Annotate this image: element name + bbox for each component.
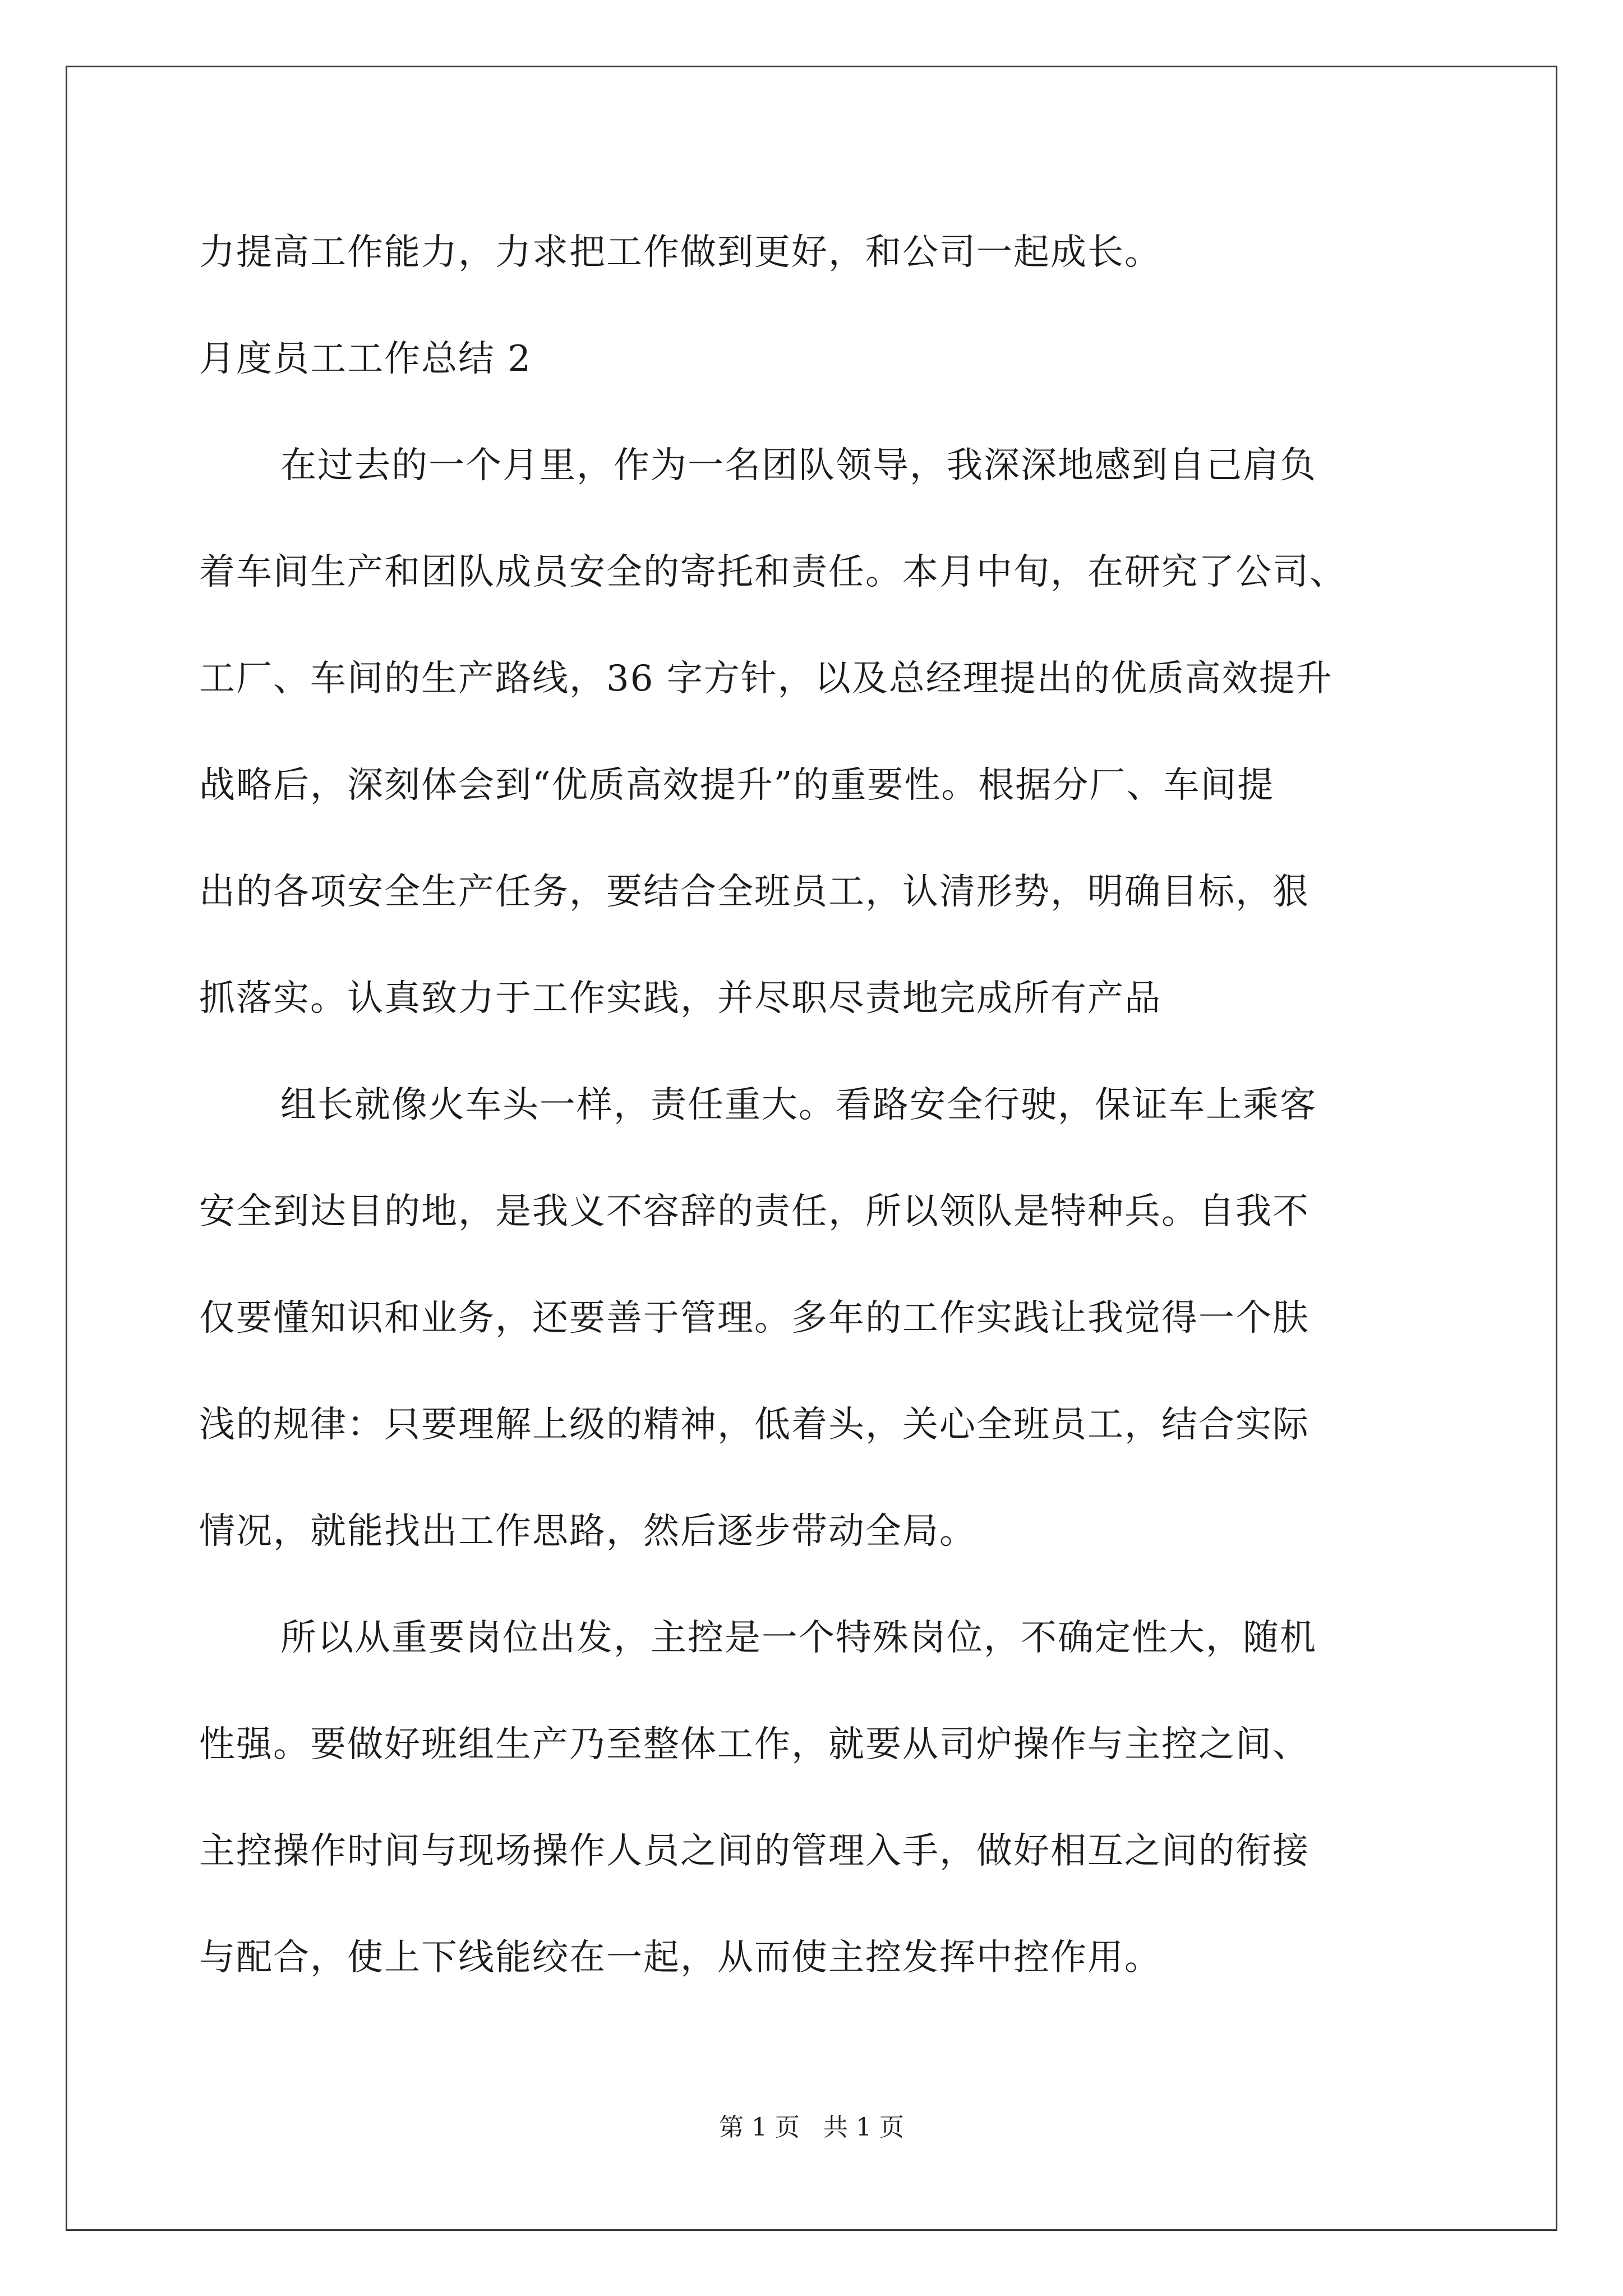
- paragraph-3-line: 所以从重要岗位出发，主控是一个特殊岗位，不确定性大，随机: [280, 1617, 1317, 1659]
- paragraph-2-line: 安全到达目的地，是我义不容辞的责任，所以领队是特种兵。自我不: [199, 1191, 1310, 1232]
- paragraph-1-line: 在过去的一个月里，作为一名团队领导，我深深地感到自己肩负: [280, 445, 1317, 486]
- section-heading: 月度员工工作总结 2: [199, 338, 532, 380]
- page-border: [66, 66, 1557, 2231]
- paragraph-1-line: 出的各项安全生产任务，要结合全班员工，认清形势，明确目标，狠: [199, 871, 1310, 913]
- paragraph-1-line: 工厂、车间的生产路线，36 字方针，以及总经理提出的优质高效提升: [199, 658, 1333, 700]
- paragraph-1-line: 战略后，深刻体会到“优质高效提升”的重要性。根据分厂、车间提: [199, 765, 1275, 806]
- paragraph-2-line: 浅的规律：只要理解上级的精神，低着头，关心全班员工，结合实际: [199, 1404, 1310, 1446]
- paragraph-3-line: 性强。要做好班组生产乃至整体工作，就要从司炉操作与主控之间、: [199, 1724, 1310, 1765]
- page-footer: 第 1 页 共 1 页: [719, 2113, 904, 2142]
- paragraph-3-line: 与配合，使上下线能绞在一起，从而使主控发挥中控作用。: [199, 1937, 1161, 1978]
- paragraph-3-line: 主控操作时间与现场操作人员之间的管理入手，做好相互之间的衔接: [199, 1830, 1310, 1872]
- paragraph-1-line: 抓落实。认真致力于工作实践，并尽职尽责地完成所有产品: [199, 978, 1161, 1019]
- continued-paragraph-line: 力提高工作能力，力求把工作做到更好，和公司一起成长。: [199, 232, 1161, 273]
- paragraph-2-line: 情况，就能找出工作思路，然后逐步带动全局。: [199, 1511, 976, 1552]
- paragraph-2-line: 仅要懂知识和业务，还要善于管理。多年的工作实践让我觉得一个肤: [199, 1297, 1310, 1339]
- paragraph-2-line: 组长就像火车头一样，责任重大。看路安全行驶，保证车上乘客: [280, 1084, 1317, 1126]
- paragraph-1-line: 着车间生产和团队成员安全的寄托和责任。本月中旬，在研究了公司、: [199, 551, 1347, 593]
